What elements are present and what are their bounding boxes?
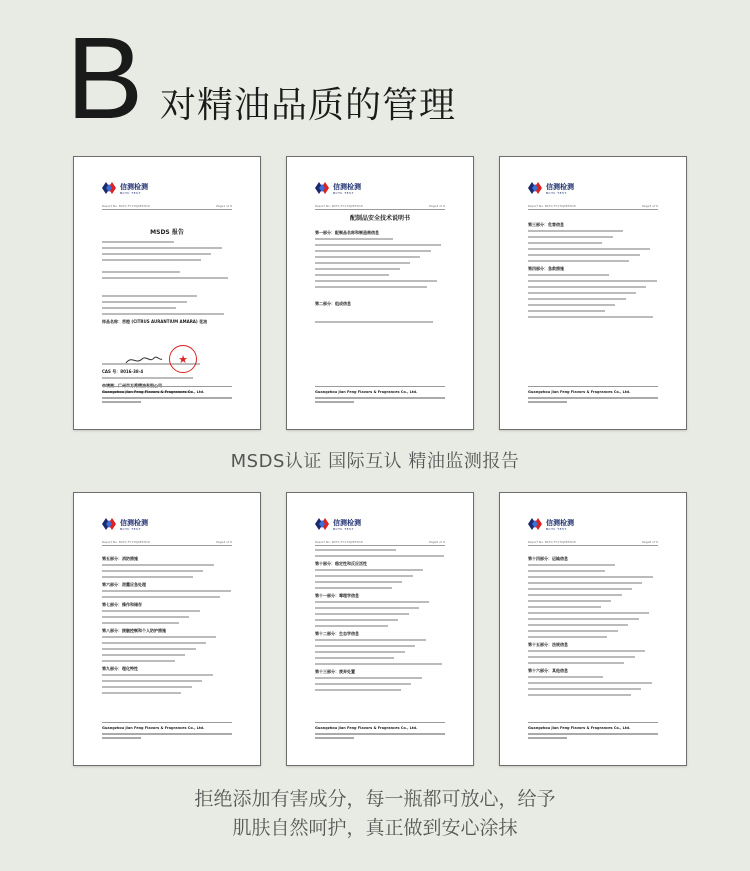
- text-line: [528, 630, 618, 632]
- page-number: Page4 of 6: [216, 540, 232, 544]
- logo-cn: 信测检测: [333, 518, 361, 527]
- section-heading: 第九部分：理化特性: [102, 666, 138, 671]
- section-heading: 样品名称：苦橙 (CITRUS AURANTIUM AMARA) 花油: [102, 319, 208, 324]
- text-line: [528, 230, 623, 232]
- text-line: [315, 663, 442, 665]
- header: [0, 0, 750, 150]
- footer-company: Guangzhou Jian Feng Flavors & Fragrances Co., Ltd.: [102, 726, 205, 730]
- report-page-5: [286, 492, 474, 766]
- section-letter: B: [66, 13, 144, 143]
- footer-address-line: [102, 737, 141, 739]
- logo-icon: [528, 179, 542, 198]
- text-line: [102, 686, 192, 688]
- text-line: [102, 301, 187, 303]
- text-line: [528, 624, 628, 626]
- document-footer: [315, 726, 445, 739]
- text-line: [102, 654, 185, 656]
- text-line: [315, 555, 444, 557]
- text-line: [528, 594, 622, 596]
- footer-address-line: [528, 733, 658, 735]
- document-body: [528, 219, 658, 322]
- text-line: [315, 587, 392, 589]
- section-heading: 第二部分：组成信息: [315, 301, 351, 306]
- text-line: [102, 271, 180, 273]
- bctc-logo: [528, 179, 574, 198]
- document-footer: [102, 726, 232, 739]
- text-line: [528, 582, 642, 584]
- document-body: [102, 241, 232, 397]
- page-number: Page5 of 6: [429, 540, 445, 544]
- text-line: [528, 688, 641, 690]
- text-line: [528, 310, 605, 312]
- document-footer: [528, 726, 658, 739]
- text-line: [102, 596, 220, 598]
- text-line: [528, 236, 613, 238]
- logo-cn: 信测检测: [120, 182, 148, 191]
- text-line: [315, 321, 433, 323]
- footer-rule: [102, 386, 232, 387]
- footer-rule: [102, 722, 232, 723]
- text-line: [315, 286, 427, 288]
- text-line: [315, 280, 437, 282]
- text-line: [315, 677, 422, 679]
- text-line: [315, 639, 426, 641]
- caption-msds: MSDS认证 国际互认 精油监测报告: [230, 451, 520, 472]
- text-line: [528, 564, 615, 566]
- document-body: [315, 549, 445, 695]
- text-line: [315, 274, 389, 276]
- footer-address-line: [315, 733, 445, 735]
- footer-address-line: [102, 397, 232, 399]
- text-line: [315, 683, 411, 685]
- footer-address-line: [102, 733, 232, 735]
- text-line: [528, 292, 636, 294]
- text-line: [528, 606, 601, 608]
- section-heading: 第三部分：危害信息: [528, 222, 564, 227]
- text-line: [528, 286, 646, 288]
- header-rule: [528, 209, 658, 210]
- section-title: 对精油品质的管理: [160, 85, 457, 126]
- text-line: [315, 262, 410, 264]
- document-title: MSDS 报告: [150, 229, 184, 236]
- text-line: [528, 254, 640, 256]
- section-heading: 第十部分：稳定性和反应活性: [315, 561, 367, 566]
- text-line: [315, 256, 420, 258]
- document-body: [315, 227, 445, 327]
- footer-address-line: [528, 397, 658, 399]
- text-line: [102, 636, 216, 638]
- text-line: [102, 277, 228, 279]
- footer-rule: [528, 386, 658, 387]
- text-line: [528, 600, 611, 602]
- logo-en: BCTC TEST: [120, 526, 141, 531]
- page-number: Page6 of 6: [642, 540, 658, 544]
- bctc-logo: [315, 179, 361, 198]
- section-heading: 第六部分：泄露应急处理: [102, 582, 146, 587]
- bctc-logo: [102, 515, 148, 534]
- text-line: [102, 674, 213, 676]
- document-footer: [528, 390, 658, 403]
- footer-address-line: [528, 737, 567, 739]
- text-line: [315, 238, 393, 240]
- footer-company: Guangzhou Jian Feng Flavors & Fragrances Co., Ltd.: [102, 390, 205, 394]
- text-line: [102, 259, 201, 261]
- logo-en: BCTC TEST: [120, 190, 141, 195]
- bctc-logo: [528, 515, 574, 534]
- logo-icon: [102, 515, 116, 534]
- text-line: [315, 601, 429, 603]
- text-line: [102, 642, 206, 644]
- header-rule: [102, 545, 232, 546]
- text-line: [528, 248, 650, 250]
- text-line: [102, 590, 231, 592]
- report-page-4: [73, 492, 261, 766]
- text-line: [528, 676, 603, 678]
- text-line: [528, 304, 615, 306]
- section-heading: CAS 号：8016-38-4: [102, 369, 144, 374]
- document-body: [102, 553, 232, 698]
- caption-line-2: 肌肤自然呵护，真正做到安心涂抹: [232, 817, 518, 839]
- section-heading: 第十三部分：废弃处置: [315, 669, 355, 674]
- text-line: [528, 280, 657, 282]
- logo-icon: [528, 515, 542, 534]
- text-line: [102, 692, 181, 694]
- text-line: [102, 610, 200, 612]
- section-heading: 第十六部分：其他信息: [528, 668, 568, 673]
- logo-cn: 信测检测: [546, 182, 574, 191]
- report-page-1: [73, 156, 261, 430]
- logo-icon: [315, 179, 329, 198]
- text-line: [315, 657, 394, 659]
- report-number: Report No. BCTC-FY170J0E53CD: [528, 204, 576, 208]
- text-line: [102, 241, 174, 243]
- text-line: [528, 656, 635, 658]
- report-number: Report No. BCTC-FY170J0E53CD: [315, 204, 363, 208]
- section-heading: 第五部分：消防措施: [102, 556, 138, 561]
- section-heading: 第七部分：操作和储存: [102, 602, 142, 607]
- text-line: [528, 242, 602, 244]
- document-footer: [102, 390, 232, 403]
- text-line: [315, 651, 405, 653]
- bctc-logo: [102, 179, 148, 198]
- document-title: 配制品安全技术说明书: [349, 215, 410, 222]
- document-body: [528, 553, 658, 700]
- text-line: [102, 247, 222, 249]
- logo-cn: 信测检测: [333, 182, 361, 191]
- section-heading: 第八部分：接触控制和个人防护措施: [102, 628, 166, 633]
- footer-address-line: [315, 737, 354, 739]
- text-line: [102, 648, 196, 650]
- section-heading: 第十一部分：毒理学信息: [315, 593, 359, 598]
- text-line: [528, 612, 649, 614]
- text-line: [528, 694, 631, 696]
- report-number: Report No. BCTC-FY170J0E53CD: [102, 204, 150, 208]
- logo-en: BCTC TEST: [546, 526, 567, 531]
- report-page-3: [499, 156, 687, 430]
- seal-star-icon: ★: [178, 352, 188, 366]
- page-number: Page3 of 6: [642, 204, 658, 208]
- text-line: [528, 588, 632, 590]
- logo-en: BCTC TEST: [546, 190, 567, 195]
- report-number: Report No. BCTC-FY170J0E53CD: [102, 540, 150, 544]
- text-line: [315, 244, 441, 246]
- text-line: [102, 377, 193, 379]
- text-line: [528, 576, 653, 578]
- footer-company: Guangzhou Jian Feng Flavors & Fragrances Co., Ltd.: [315, 390, 418, 394]
- footer-rule: [315, 722, 445, 723]
- logo-en: BCTC TEST: [333, 526, 354, 531]
- text-line: [315, 268, 400, 270]
- text-line: [102, 660, 175, 662]
- logo-icon: [315, 515, 329, 534]
- logo-en: BCTC TEST: [333, 190, 354, 195]
- page-number: Page1 of 6: [216, 204, 232, 208]
- footer-company: Guangzhou Jian Feng Flavors & Fragrances Co., Ltd.: [528, 390, 631, 394]
- text-line: [315, 613, 409, 615]
- document-footer: [315, 390, 445, 403]
- text-line: [102, 307, 176, 309]
- text-line: [315, 549, 396, 551]
- section-heading: 第十四部分：运输信息: [528, 556, 568, 561]
- text-line: [528, 570, 605, 572]
- text-line: [102, 680, 202, 682]
- footer-address-line: [315, 397, 445, 399]
- footer-address-line: [102, 401, 141, 403]
- text-line: [528, 650, 645, 652]
- header-rule: [528, 545, 658, 546]
- text-line: [315, 575, 413, 577]
- text-line: [102, 616, 189, 618]
- footer-rule: [528, 722, 658, 723]
- text-line: [315, 689, 401, 691]
- text-line: [102, 576, 193, 578]
- report-page-2: [286, 156, 474, 430]
- footer-company: Guangzhou Jian Feng Flavors & Fragrances Co., Ltd.: [528, 726, 631, 730]
- text-line: [315, 250, 431, 252]
- text-line: [528, 298, 626, 300]
- report-number: Report No. BCTC-FY170J0E53CD: [528, 540, 576, 544]
- signature-image: [124, 353, 164, 367]
- bctc-logo: [315, 515, 361, 534]
- text-line: [315, 619, 398, 621]
- text-line: [528, 682, 652, 684]
- text-line: [528, 260, 629, 262]
- text-line: [315, 581, 402, 583]
- report-page-6: [499, 492, 687, 766]
- text-line: [102, 564, 214, 566]
- footer-company: Guangzhou Jian Feng Flavors & Fragrances Co., Ltd.: [315, 726, 418, 730]
- text-line: [102, 253, 211, 255]
- spacer: [315, 292, 445, 298]
- text-line: [102, 295, 197, 297]
- text-line: [315, 645, 415, 647]
- footer-address-line: [528, 401, 567, 403]
- official-seal: [169, 345, 197, 373]
- header-rule: [315, 209, 445, 210]
- text-line: [102, 570, 203, 572]
- text-line: [315, 569, 423, 571]
- logo-cn: 信测检测: [120, 518, 148, 527]
- text-line: [528, 618, 639, 620]
- text-line: [315, 607, 419, 609]
- report-number: Report No. BCTC-FY170J0E53CD: [315, 540, 363, 544]
- footer-rule: [315, 386, 445, 387]
- text-line: [528, 274, 609, 276]
- logo-icon: [102, 179, 116, 198]
- logo-cn: 信测检测: [546, 518, 574, 527]
- text-line: [528, 662, 624, 664]
- section-heading: 第一部分：配制品名称和制造商信息: [315, 230, 379, 235]
- header-rule: [315, 545, 445, 546]
- caption-line-1: 拒绝添加有害成分，每一瓶都可放心，给予: [194, 788, 556, 810]
- text-line: [528, 636, 607, 638]
- section-heading: 第十二部分：生态学信息: [315, 631, 359, 636]
- text-line: [315, 625, 388, 627]
- footer-address-line: [315, 401, 354, 403]
- section-heading: 第四部分：急救措施: [528, 266, 564, 271]
- section-heading: 第十五部分：法规信息: [528, 642, 568, 647]
- text-line: [102, 313, 224, 315]
- text-line: [102, 622, 179, 624]
- text-line: [528, 316, 653, 318]
- page-number: Page2 of 6: [429, 204, 445, 208]
- header-rule: [102, 209, 232, 210]
